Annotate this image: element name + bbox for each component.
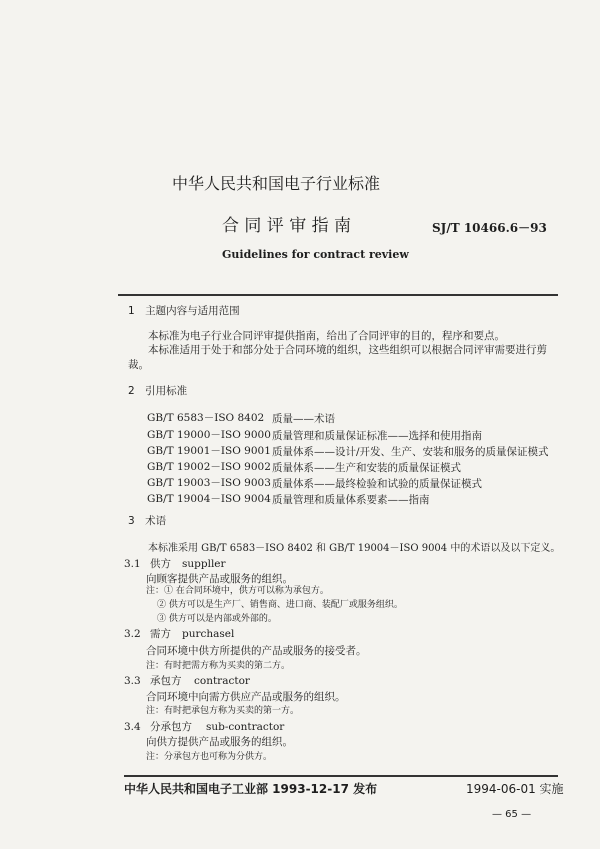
ref-code: GB/T 19001－ISO 9001 [147, 445, 271, 457]
ref-code: GB/T 19002－ISO 9002 [147, 461, 271, 473]
ref-title: 质量管理和质量保证标准——选择和使用指南 [272, 430, 482, 442]
term-note: ③ 供方可以是内部或外部的。 [157, 614, 277, 624]
term-note: 注：分承包方也可称为分供方。 [146, 752, 273, 762]
term-en: purchasel [182, 628, 235, 640]
document-title: 合 同 评 审 指 南 [222, 216, 352, 236]
ref-title: 质量体系——最终检验和试验的质量保证模式 [272, 478, 482, 490]
page-number: — 65 — [492, 809, 532, 820]
paragraph: 本标准为电子行业合同评审提供指南，给出了合同评审的目的，程序和要点。 [148, 330, 505, 342]
term-en: suppller [182, 558, 226, 570]
term-definition: 合同环境中供方所提供的产品或服务的接受者。 [146, 645, 367, 657]
term-cn: 供方 [150, 558, 171, 570]
ref-code: GB/T 19003－ISO 9003 [147, 477, 271, 489]
term-definition: 合同环境中向需方供应产品或服务的组织。 [146, 691, 346, 703]
ref-title: 质量——术语 [272, 413, 335, 425]
top-rule [118, 294, 558, 296]
term-definition: 向顾客提供产品或服务的组织。 [146, 573, 293, 585]
term-note: 注：① 在合同环境中，供方可以称为承包方。 [146, 586, 329, 596]
ref-title: 质量管理和质量体系要素——指南 [272, 494, 430, 506]
term-number: 3.3 [124, 675, 141, 687]
term-cn: 分承包方 [150, 721, 192, 733]
ref-code: GB/T 6583－ISO 8402 [147, 412, 265, 424]
english-title: Guidelines for contract review [222, 248, 409, 261]
term-note: 注：有时把需方称为买卖的第二方。 [146, 661, 291, 671]
term-number: 3.2 [124, 628, 141, 640]
org-standard-heading: 中华人民共和国电子行业标准 [172, 174, 381, 193]
standard-code: SJ/T 10466.6－93 [432, 221, 547, 235]
term-definition: 向供方提供产品或服务的组织。 [146, 736, 293, 748]
effective-date: 1994-06-01 实施 [466, 782, 564, 796]
paragraph: 本标准采用 GB/T 6583－ISO 8402 和 GB/T 19004－ISO 9004 中的术语以及以下定义。 [148, 543, 561, 554]
ref-title: 质量体系——生产和安装的质量保证模式 [272, 462, 461, 474]
footer-rule [124, 775, 558, 777]
ref-code: GB/T 19004－ISO 9004 [147, 493, 271, 505]
paragraph: 裁。 [128, 359, 149, 371]
issue-info: 中华人民共和国电子工业部 1993-12-17 发布 [124, 782, 378, 796]
ref-title: 质量体系——设计/开发、生产、安装和服务的质量保证模式 [272, 446, 549, 458]
term-number: 3.4 [124, 721, 141, 733]
term-number: 3.1 [124, 558, 141, 570]
paragraph: 本标准适用于处于和部分处于合同环境的组织，这些组织可以根据合同评审需要进行剪 [148, 344, 547, 356]
term-note: 注：有时把承包方称为买卖的第一方。 [146, 706, 300, 716]
section-3-heading: 3 术语 [128, 515, 167, 527]
ref-code: GB/T 19000－ISO 9000 [147, 429, 271, 441]
term-en: sub-contractor [206, 721, 285, 733]
section-2-heading: 2 引用标准 [128, 385, 188, 397]
term-en: contractor [194, 675, 250, 687]
term-cn: 需方 [150, 628, 171, 640]
section-1-heading: 1 主题内容与适用范围 [128, 305, 240, 317]
term-cn: 承包方 [150, 675, 182, 687]
term-note: ② 供方可以是生产厂、销售商、进口商、装配厂或服务组织。 [157, 600, 403, 610]
